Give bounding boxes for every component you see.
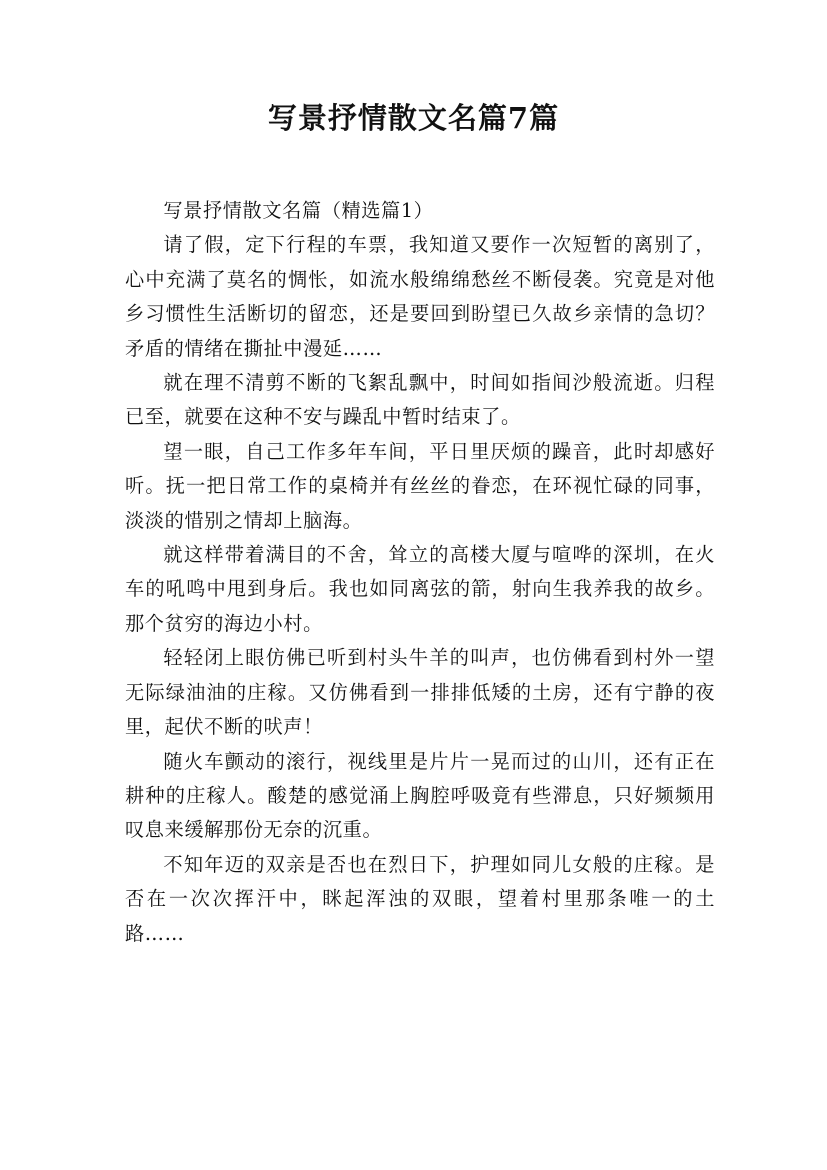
paragraph: 不知年迈的双亲是否也在烈日下，护理如同儿女般的庄稼。是否在一次次挥汗中，眯起浑浊的双眼，望着村里那条唯一的土路……	[125, 852, 715, 945]
document-title: 写景抒情散文名篇7篇	[267, 101, 560, 135]
paragraph: 望一眼，自己工作多年车间，平日里厌烦的躁音，此时却感好听。抚一把日常工作的桌椅并有丝丝的眷恋，在环视忙碌的同事，淡淡的惜别之情却上脑海。	[125, 439, 715, 532]
section-heading: 写景抒情散文名篇（精选篇1）	[163, 199, 434, 222]
paragraph: 请了假，定下行程的车票，我知道又要作一次短暂的离别了，心中充满了莫名的惆怅，如流水般绵绵愁丝不断侵袭。究竟是对他乡习惯性生活断切的留恋，还是要回到盼望已久故乡亲情的急切？矛盾的情绪在撕扯中漫延……	[125, 233, 715, 360]
paragraph: 随火车颤动的滚行，视线里是片片一晃而过的山川，还有正在耕种的庄稼人。酸楚的感觉涌上胸腔呼吸竟有些滞息，只好频频用叹息来缓解那份无奈的沉重。	[125, 749, 715, 842]
document-body	[125, 194, 715, 951]
paragraph: 轻轻闭上眼仿佛已听到村头牛羊的叫声，也仿佛看到村外一望无际绿油油的庄稼。又仿佛看到一排排低矮的土房，还有宁静的夜里，起伏不断的吠声！	[125, 646, 715, 739]
paragraph: 就这样带着满目的不舍，耸立的高楼大厦与喧哗的深圳，在火车的吼鸣中甩到身后。我也如同离弦的箭，射向生我养我的故乡。那个贫穷的海边小村。	[125, 543, 715, 635]
paragraph: 就在理不清剪不断的飞絮乱飘中，时间如指间沙般流逝。归程已至，就要在这种不安与躁乱中暂时结束了。	[125, 371, 715, 429]
